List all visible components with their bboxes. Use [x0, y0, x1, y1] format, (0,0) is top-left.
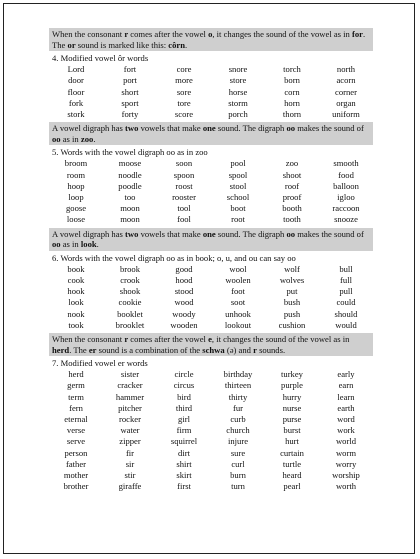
word-cell: circus	[173, 380, 195, 391]
word-cell: thirty	[228, 391, 248, 402]
word-cell: rooster	[172, 192, 196, 202]
rule-text: When the consonant	[52, 29, 125, 39]
rule-box	[49, 28, 373, 51]
word-cell: curl	[231, 458, 245, 469]
word-cell: fort	[123, 64, 137, 75]
rule-text: , it changes the sound of the vowel as in	[211, 334, 350, 345]
word-table	[49, 64, 373, 120]
word-cell: wooden	[170, 319, 198, 330]
word-cell: church	[226, 425, 250, 436]
word-cell: pitcher	[118, 402, 142, 413]
section-title: 7. Modified vowel er words	[52, 358, 148, 369]
word-cell: worth	[335, 481, 357, 492]
word-cell: school	[226, 192, 250, 202]
word-row	[49, 448, 373, 459]
word-cell: wolves	[279, 275, 305, 285]
word-cell: uniform	[332, 109, 360, 119]
rule-text: sound is a combination of the	[96, 344, 203, 355]
word-cell: pull	[339, 286, 353, 297]
word-cell: word	[337, 414, 355, 425]
rule-text: . The	[52, 29, 366, 50]
word-cell: sport	[121, 97, 139, 108]
word-cell: organ	[336, 97, 356, 108]
word-cell: turkey	[281, 369, 303, 380]
word-cell: stool	[229, 180, 247, 191]
rule-emphasis: oo	[52, 133, 61, 144]
word-cell: brooklet	[115, 319, 145, 330]
word-cell: proof	[282, 192, 302, 202]
word-row	[49, 297, 373, 308]
word-cell: sore	[176, 86, 192, 97]
word-cell: crook	[120, 275, 140, 285]
word-cell: loose	[66, 214, 86, 225]
word-cell: torch	[283, 64, 301, 75]
word-cell: good	[175, 263, 193, 274]
word-row	[49, 109, 373, 120]
word-row	[49, 380, 373, 391]
rule-box	[49, 122, 373, 145]
rule-box	[49, 333, 373, 356]
rule-emphasis: côrn	[168, 39, 185, 50]
word-cell: rocker	[119, 414, 141, 425]
word-cell: zoo	[285, 158, 299, 169]
word-cell: foot	[231, 286, 245, 297]
rule-emphasis: zoo	[80, 133, 94, 144]
word-row	[49, 414, 373, 425]
word-cell: short	[121, 86, 139, 97]
word-cell: third	[175, 402, 193, 413]
word-cell: cookie	[118, 297, 142, 308]
word-cell: soot	[230, 297, 246, 308]
word-cell: term	[68, 391, 84, 402]
word-cell: booklet	[117, 308, 143, 319]
word-cell: cracker	[117, 380, 143, 391]
word-cell: more	[175, 75, 193, 86]
word-cell: wolf	[284, 263, 300, 274]
word-row	[49, 436, 373, 447]
word-cell: earn	[338, 380, 354, 391]
rule-text: makes the sound of	[295, 228, 364, 239]
word-cell: smooth	[333, 158, 359, 169]
rule-text: vowels that make	[138, 228, 203, 239]
word-cell: circle	[174, 369, 194, 380]
word-cell: serve	[66, 436, 86, 447]
word-row	[49, 87, 373, 98]
word-row	[49, 403, 373, 414]
word-cell: learn	[337, 391, 355, 402]
word-row	[49, 203, 373, 214]
section-title: 4. Modified vowel ôr words	[52, 53, 149, 64]
word-cell: tooth	[283, 214, 301, 225]
word-cell: shoot	[282, 169, 302, 180]
word-cell: water	[120, 425, 140, 436]
word-cell: port	[123, 75, 137, 86]
rule-emphasis: oo	[52, 239, 61, 250]
word-cell: could	[336, 297, 356, 308]
word-row	[49, 425, 373, 436]
word-cell: turn	[231, 481, 245, 492]
word-cell: purse	[282, 414, 302, 425]
rule-text: . The	[69, 344, 89, 355]
word-cell: hook	[67, 286, 85, 297]
word-cell: eternal	[64, 414, 88, 425]
word-cell: sir	[125, 458, 135, 469]
word-cell: zipper	[119, 436, 141, 447]
rule-emphasis: r	[253, 344, 257, 355]
word-table	[49, 369, 373, 492]
word-cell: snooze	[334, 214, 358, 225]
rule-text: as in	[60, 239, 81, 250]
word-cell: pool	[230, 158, 246, 169]
rule-emphasis: look	[80, 239, 97, 250]
word-cell: cushion	[278, 319, 306, 330]
rule-text: makes the sound of	[295, 123, 364, 134]
word-table	[49, 158, 373, 225]
word-cell: porch	[228, 109, 248, 119]
word-row	[49, 369, 373, 380]
word-cell: goose	[65, 203, 87, 214]
word-table	[49, 264, 373, 331]
word-cell: book	[67, 263, 85, 274]
word-row	[49, 481, 373, 492]
word-cell: lookout	[224, 319, 252, 330]
word-cell: storm	[228, 97, 248, 108]
word-cell: father	[65, 458, 87, 469]
word-row	[49, 264, 373, 275]
word-cell: woolen	[225, 275, 251, 285]
word-cell: acorn	[336, 75, 356, 86]
word-cell: look	[68, 297, 84, 308]
word-cell: took	[68, 319, 84, 330]
word-cell: nook	[67, 308, 85, 319]
rule-text: When the consonant	[52, 334, 125, 345]
word-cell: work	[337, 425, 355, 436]
word-cell: brother	[63, 481, 89, 492]
word-cell: tore	[177, 97, 191, 108]
word-row	[49, 64, 373, 75]
word-cell: bird	[177, 391, 191, 402]
section-title: 6. Words with the vowel digraph oo as in book; o, u, and ou can say oo	[52, 252, 296, 263]
word-cell: door	[68, 75, 84, 86]
word-row	[49, 470, 373, 481]
worksheet-content	[49, 28, 373, 494]
rule-text: A vowel digraph has	[52, 228, 126, 239]
word-row	[49, 214, 373, 225]
rule-emphasis: oo	[286, 228, 296, 239]
word-cell: core	[176, 64, 192, 75]
word-cell: booth	[282, 203, 302, 214]
word-cell: birthday	[223, 369, 253, 380]
rule-emphasis: or	[67, 39, 76, 50]
word-cell: store	[229, 75, 247, 86]
word-cell: north	[336, 64, 356, 75]
word-cell: brook	[119, 263, 141, 274]
word-cell: mother	[63, 470, 89, 481]
worksheet-page	[3, 3, 415, 554]
word-cell: stir	[124, 470, 136, 481]
word-row	[49, 320, 373, 331]
word-row	[49, 459, 373, 470]
word-cell: floor	[67, 86, 85, 97]
word-cell: too	[124, 192, 136, 202]
word-cell: burn	[230, 470, 246, 481]
word-cell: injure	[227, 436, 249, 447]
word-cell: thorn	[282, 109, 302, 119]
word-row	[49, 181, 373, 192]
rule-emphasis: for	[352, 29, 363, 39]
rule-emphasis: one	[202, 228, 216, 239]
word-row	[49, 98, 373, 109]
word-cell: burst	[283, 425, 301, 436]
word-cell: roof	[284, 180, 300, 191]
word-cell: hammer	[115, 391, 145, 402]
word-cell: girl	[178, 414, 190, 425]
word-cell: snore	[228, 64, 248, 75]
word-cell: loop	[68, 192, 84, 202]
word-cell: boot	[230, 203, 246, 214]
word-cell: horse	[228, 86, 248, 97]
word-cell: bull	[339, 263, 353, 274]
word-cell: moon	[120, 214, 140, 225]
word-cell: put	[286, 286, 298, 297]
word-cell: stood	[174, 286, 194, 297]
rule-emphasis: r	[124, 334, 129, 345]
word-cell: soon	[175, 158, 193, 169]
word-cell: shook	[119, 286, 141, 297]
word-row	[49, 275, 373, 286]
word-cell: giraffe	[118, 481, 142, 492]
word-cell: push	[283, 308, 301, 319]
word-cell: moose	[118, 158, 142, 169]
rule-text: (ǝ) and	[224, 344, 254, 355]
word-cell: fur	[232, 402, 244, 413]
word-cell: hurt	[285, 436, 299, 447]
word-cell: wool	[229, 263, 247, 274]
rule-text: .	[184, 39, 188, 50]
rule-emphasis: r	[124, 29, 129, 39]
word-cell: pearl	[283, 481, 301, 492]
word-cell: first	[177, 481, 191, 492]
word-cell: Lord	[67, 64, 85, 75]
rule-box	[49, 228, 373, 251]
word-cell: igloo	[337, 192, 355, 202]
word-cell: early	[337, 369, 355, 380]
word-cell: cook	[67, 275, 85, 285]
word-cell: sure	[230, 447, 246, 458]
rule-text: A vowel digraph has	[52, 123, 126, 134]
word-cell: fir	[125, 447, 135, 458]
word-cell: horn	[284, 97, 300, 108]
word-cell: curb	[230, 414, 246, 425]
word-cell: wood	[174, 297, 194, 308]
rule-emphasis: schwa	[202, 344, 225, 355]
rule-text: .	[96, 239, 99, 250]
word-cell: corner	[335, 86, 357, 97]
word-cell: earth	[337, 402, 355, 413]
word-cell: purple	[281, 380, 303, 391]
word-cell: balloon	[333, 180, 359, 191]
word-cell: hoop	[67, 180, 85, 191]
word-cell: stork	[67, 109, 85, 119]
word-cell: thirteen	[224, 380, 252, 391]
rule-text: .	[93, 133, 96, 144]
word-cell: poodle	[118, 180, 142, 191]
rule-emphasis: oo	[286, 123, 296, 134]
word-cell: dirt	[178, 447, 190, 458]
word-cell: verse	[66, 425, 86, 436]
rule-emphasis: two	[125, 123, 139, 134]
word-cell: moon	[120, 203, 140, 214]
word-row	[49, 286, 373, 297]
word-row	[49, 170, 373, 181]
word-cell: hurry	[282, 391, 302, 402]
word-cell: broom	[64, 158, 88, 169]
rule-text: sounds.	[256, 344, 286, 355]
word-cell: heard	[282, 470, 302, 481]
rule-emphasis: er	[88, 344, 97, 355]
word-cell: herd	[68, 369, 84, 380]
word-cell: turtle	[282, 458, 302, 469]
word-cell: full	[340, 275, 352, 285]
word-cell: spoon	[173, 169, 195, 180]
word-cell: forty	[121, 109, 139, 119]
rule-text: , it changes the sound of the vowel as in	[212, 29, 352, 39]
word-cell: fern	[69, 402, 83, 413]
word-cell: spool	[228, 169, 248, 180]
word-row	[49, 158, 373, 169]
word-cell: nurse	[282, 402, 302, 413]
word-cell: tool	[177, 203, 191, 214]
rule-text: comes after the vowel	[128, 29, 209, 39]
word-cell: unhook	[225, 308, 251, 319]
word-cell: worry	[335, 458, 357, 469]
word-cell: raccoon	[332, 203, 360, 214]
rule-emphasis: herd	[52, 344, 70, 355]
rule-emphasis: e	[208, 334, 212, 345]
word-cell: germ	[67, 380, 85, 391]
rule-emphasis: two	[125, 228, 139, 239]
word-cell: bush	[283, 297, 301, 308]
rule-text: sound. The digraph	[215, 228, 287, 239]
word-cell: skirt	[176, 470, 192, 481]
word-cell: worm	[335, 447, 357, 458]
word-cell: noodle	[118, 169, 142, 180]
word-cell: should	[334, 308, 358, 319]
rule-text: sound is marked like this:	[75, 39, 169, 50]
word-cell: firm	[176, 425, 192, 436]
word-cell: fork	[68, 97, 84, 108]
rule-text: sound. The digraph	[215, 123, 287, 134]
word-cell: food	[338, 169, 354, 180]
word-cell: born	[284, 75, 300, 86]
word-cell: shirt	[176, 458, 192, 469]
rule-text: comes after the vowel	[128, 334, 209, 345]
word-row	[49, 309, 373, 320]
rule-text: as in	[60, 133, 81, 144]
word-row	[49, 392, 373, 403]
rule-emphasis: o	[208, 29, 213, 39]
word-cell: corn	[284, 86, 300, 97]
word-cell: root	[231, 214, 245, 225]
word-cell: hood	[175, 275, 193, 285]
word-cell: roost	[175, 180, 193, 191]
word-cell: sister	[120, 369, 140, 380]
word-cell: fool	[177, 214, 191, 225]
rule-emphasis: one	[202, 123, 216, 134]
section-title: 5. Words with the vowel digraph oo as in zoo	[52, 147, 208, 158]
word-cell: score	[174, 109, 194, 119]
word-cell: squirrel	[170, 436, 198, 447]
word-cell: would	[335, 319, 357, 330]
rule-text: vowels that make	[138, 123, 203, 134]
word-cell: woody	[172, 308, 196, 319]
word-cell: world	[335, 436, 357, 447]
word-cell: curtain	[280, 447, 304, 458]
word-row	[49, 75, 373, 86]
word-row	[49, 192, 373, 203]
word-cell: room	[66, 169, 86, 180]
word-cell: worship	[332, 470, 360, 481]
word-cell: person	[64, 447, 88, 458]
